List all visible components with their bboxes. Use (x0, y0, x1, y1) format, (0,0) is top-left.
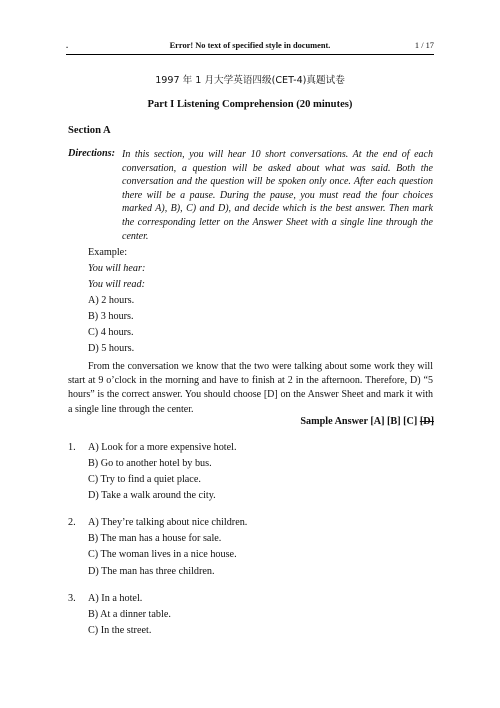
example-read: You will read: (88, 279, 145, 290)
question-option: C) Try to find a quiet place. (88, 474, 201, 485)
header-error-text: Error! No text of specified style in document. (169, 41, 331, 50)
sample-answer-label: Sample Answer [A] [B] [C] (300, 416, 418, 427)
example-explanation: From the conversation we know that the two were talking about some work they will start at 9 o’clock in the morning and have to finish at 2 in the afternoon. Therefore, D) “5 hours” is the correct answer. You should choose [D] on the Answer Sheet and mark it with a single line through the center. (68, 361, 433, 415)
question-option: A) In a hotel. (88, 593, 143, 604)
example-label: Example: (88, 247, 128, 258)
sample-answer (300, 416, 434, 427)
question-option: A) They’re talking about nice children. (88, 517, 248, 528)
question-option: A) Look for a more expensive hotel. (88, 442, 237, 453)
part-title: Part I Listening Comprehension (20 minutes) (147, 99, 353, 110)
question-option: D) Take a walk around the city. (88, 490, 216, 501)
example-option: C) 4 hours. (88, 327, 134, 338)
document-title: 1997 年 1 月大学英语四级(CET-4)真题试卷 (155, 75, 345, 86)
question-option: B) Go to another hotel by bus. (88, 458, 212, 469)
example-hear: You will hear: (88, 263, 146, 274)
question-option: B) At a dinner table. (88, 609, 171, 620)
example-option: A) 2 hours. (88, 295, 135, 306)
example-option: D) 5 hours. (88, 343, 135, 354)
directions-text: In this section, you will hear 10 short conversations. At the end of each conversation, a question will be asked about what was said. Both the conversation and the question will be spoken only once. After each question there will be a pause. During the pause, you must read the four choices marked A), B), C) and D), and decide which is the best answer. Then mark the corresponding letter on the Answer Sheet with a single line through the center. (122, 149, 433, 242)
directions-label: Directions: (68, 148, 115, 159)
header-page-number: 1 / 17 (414, 41, 434, 50)
section-title: Section A (68, 125, 111, 136)
question-option: D) The man has three children. (88, 566, 215, 577)
question-number: 3. (68, 593, 76, 604)
question-number: 1. (68, 442, 76, 453)
question-number: 2. (68, 517, 76, 528)
example-option: B) 3 hours. (88, 311, 134, 322)
question-option: C) The woman lives in a nice house. (88, 549, 237, 560)
question-option: B) The man has a house for sale. (88, 533, 222, 544)
sample-answer-marked: [D] (419, 416, 434, 427)
question-option: C) In the street. (88, 625, 152, 636)
header-mark: . (66, 41, 69, 50)
page-header (66, 38, 434, 55)
